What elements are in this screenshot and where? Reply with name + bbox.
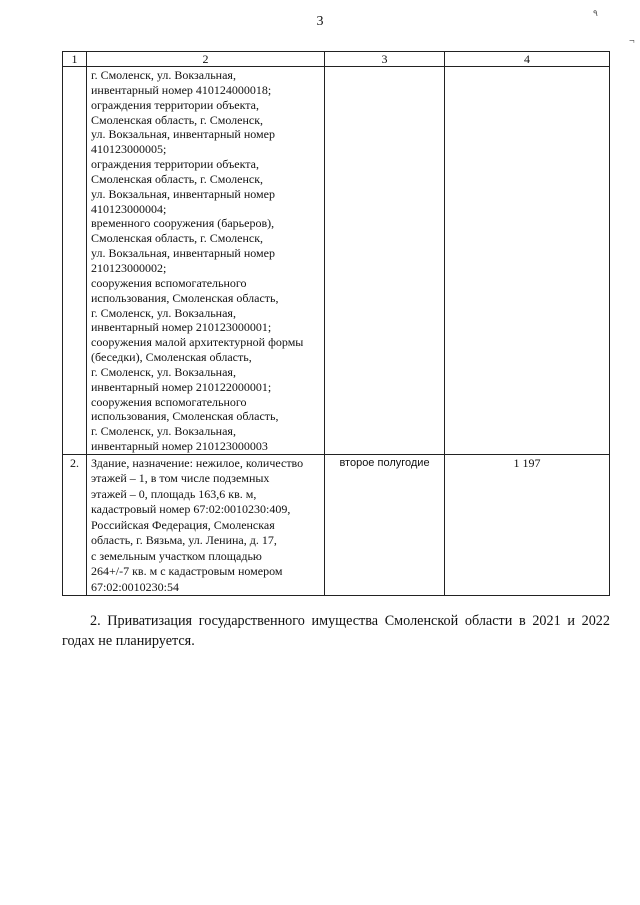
description-line: инвентарный номер 410124000018;: [91, 82, 272, 97]
sale-period: второе полугодие: [325, 454, 445, 596]
expected-amount: [445, 67, 610, 455]
description-line: ул. Вокзальная, инвентарный номер: [91, 246, 275, 261]
description-line: сооружения вспомогательного: [91, 275, 247, 290]
table-header-row: [63, 52, 610, 67]
table-row: [63, 67, 610, 455]
description-line: этажей – 0, площадь 163,6 кв. м,: [91, 486, 257, 501]
description-line: ограждения территории объекта,: [91, 157, 259, 172]
column-header: 1: [63, 52, 87, 67]
description-line: Смоленская область, г. Смоленск,: [91, 231, 264, 246]
description-line: г. Смоленск, ул. Вокзальная,: [91, 364, 236, 379]
description-line: Смоленская область, г. Смоленск,: [91, 171, 264, 186]
description-line: временного сооружения (барьеров),: [91, 216, 275, 231]
description-line: использования, Смоленская область,: [91, 290, 279, 305]
row-number: [63, 67, 87, 455]
column-header: 4: [445, 52, 610, 67]
description-line: 67:02:0010230:54: [91, 579, 180, 594]
description-line: г. Смоленск, ул. Вокзальная,: [91, 424, 236, 439]
description-line: область, г. Вязьма, ул. Ленина, д. 17,: [91, 533, 277, 548]
description-line: г. Смоленск, ул. Вокзальная,: [91, 305, 236, 320]
description-line: Российская Федерация, Смоленская: [91, 517, 275, 532]
row-number: 2.: [63, 454, 87, 596]
description-line: использования, Смоленская область,: [91, 409, 279, 424]
column-header: 2: [87, 52, 325, 67]
description-line: ул. Вокзальная, инвентарный номер: [91, 127, 275, 142]
description-line: 410123000004;: [91, 201, 167, 216]
privatization-table: [62, 51, 610, 596]
description-line: сооружения вспомогательного: [91, 394, 247, 409]
table-row: [63, 454, 610, 596]
description-line: с земельным участком площадью: [91, 548, 262, 563]
page-number: 3: [316, 14, 324, 29]
description-line: сооружения малой архитектурной формы: [91, 335, 304, 350]
description-line: инвентарный номер 210123000003: [91, 439, 268, 454]
description-line: (беседки), Смоленская область,: [91, 350, 252, 365]
description-line: г. Смоленск, ул. Вокзальная,: [91, 68, 236, 82]
description-line: кадастровый номер 67:02:0010230:409,: [91, 502, 291, 517]
description-line: Смоленская область, г. Смоленск,: [91, 112, 264, 127]
description-line: ул. Вокзальная, инвентарный номер: [91, 186, 275, 201]
description-line: инвентарный номер 210123000001;: [91, 320, 272, 335]
expected-amount: 1 197: [445, 454, 610, 596]
description-line: 410123000005;: [91, 142, 167, 157]
description-line: 264+/-7 кв. м с кадастровым номером: [91, 564, 283, 579]
object-description: [87, 67, 325, 455]
description-line: Здание, назначение: нежилое, количество: [91, 455, 304, 470]
object-description: [87, 454, 325, 596]
scan-mark: ¬: [629, 36, 635, 47]
body-paragraph: 2. Приватизация государственного имущества Смоленской области в 2021 и 2022 годах не планируется.: [62, 613, 610, 649]
description-line: ограждения территории объекта,: [91, 97, 259, 112]
description-line: этажей – 1, в том числе подземных: [91, 471, 270, 486]
description-line: инвентарный номер 210122000001;: [91, 379, 272, 394]
sale-period: [325, 67, 445, 455]
scan-mark: ٩: [593, 8, 598, 18]
column-header: 3: [325, 52, 445, 67]
description-line: 210123000002;: [91, 260, 167, 275]
